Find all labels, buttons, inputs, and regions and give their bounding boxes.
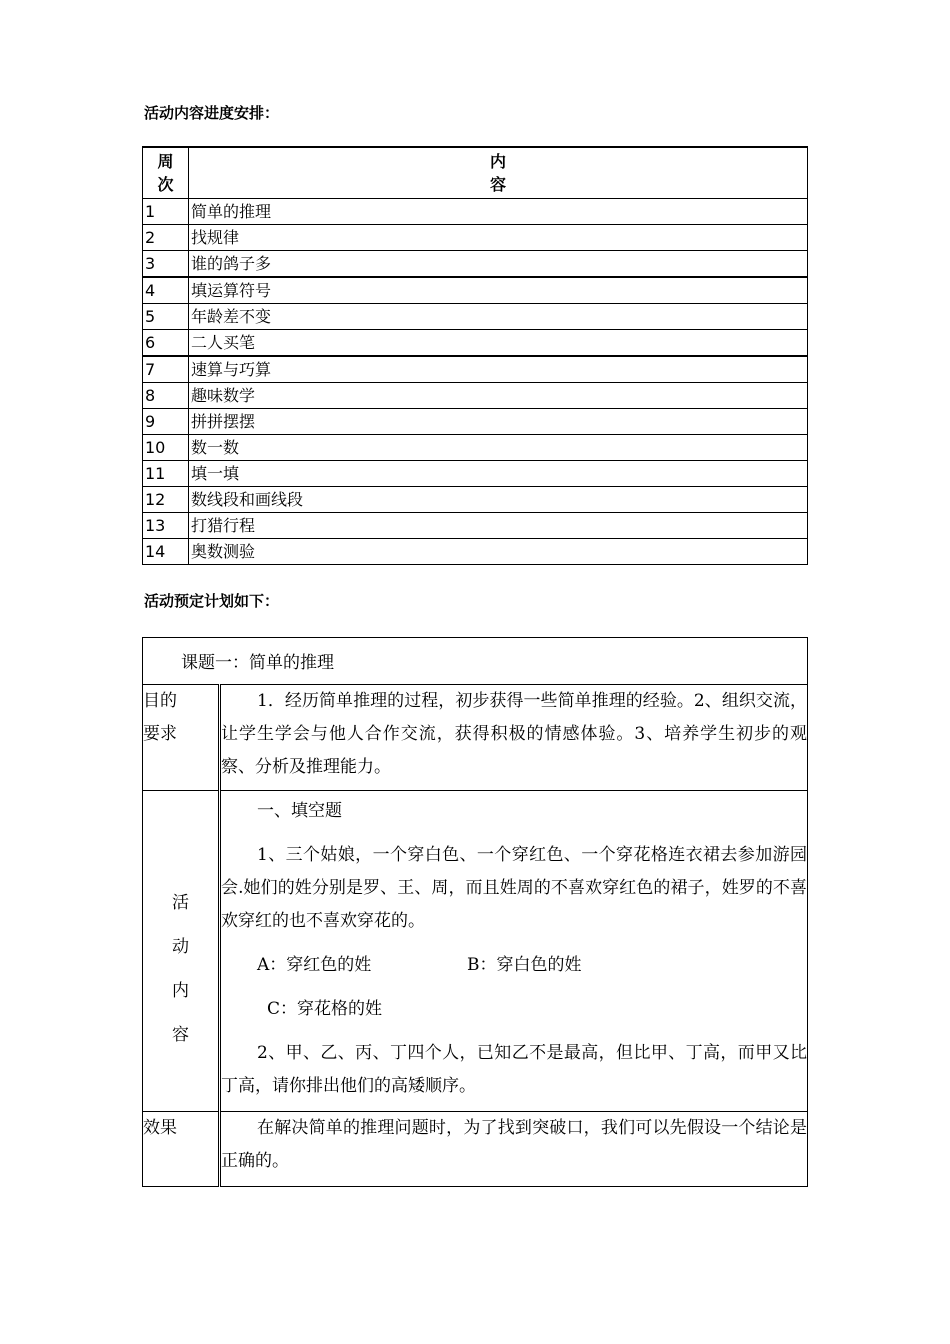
- topic-row: [143, 638, 808, 685]
- week-number: 6: [143, 330, 189, 357]
- effect-text-cell: [220, 1112, 808, 1187]
- activity-content-cell: [220, 791, 808, 1112]
- schedule-row: [143, 277, 808, 304]
- activity-heading: 一、填空题: [257, 801, 342, 821]
- schedule-row: [143, 513, 808, 539]
- header-content-line1: 内: [489, 152, 506, 171]
- goal-row: [143, 685, 808, 791]
- header-content-line2: 容: [489, 175, 506, 194]
- option-a: A：穿红色的姓: [257, 955, 372, 975]
- schedule-row: [143, 356, 808, 383]
- week-number: 4: [143, 277, 189, 304]
- schedule-row: [143, 539, 808, 565]
- activity-label: [143, 791, 220, 1112]
- week-number: 2: [143, 225, 189, 251]
- plan-table: [142, 637, 808, 1187]
- week-number: 14: [143, 539, 189, 565]
- topic-cell: [143, 638, 808, 685]
- goal-label-line1: 目的: [143, 691, 177, 711]
- effect-text: 在解决简单的推理问题时，为了找到突破口，我们可以先假设一个结论是正确的。: [221, 1118, 807, 1171]
- option-b: B：穿白色的姓: [467, 955, 582, 975]
- header-week-line2: 次: [157, 175, 174, 194]
- header-week: [143, 147, 189, 199]
- plan-section-title: 活动预定计划如下：: [144, 592, 280, 610]
- week-content: 年龄差不变: [189, 304, 808, 330]
- schedule-row: [143, 487, 808, 513]
- schedule-section-title: 活动内容进度安排：: [144, 104, 280, 122]
- schedule-header-row: [143, 147, 808, 199]
- week-number: 3: [143, 251, 189, 278]
- week-number: 13: [143, 513, 189, 539]
- week-content: 趣味数学: [189, 383, 808, 409]
- week-content: 打猎行程: [189, 513, 808, 539]
- activity-label-char: 容: [172, 1025, 189, 1045]
- topic-title: 课题一：简单的推理: [181, 653, 334, 673]
- header-content: [189, 147, 808, 199]
- week-content: 奥数测验: [189, 539, 808, 565]
- week-number: 1: [143, 199, 189, 225]
- schedule-row: [143, 304, 808, 330]
- week-content: 填一填: [189, 461, 808, 487]
- week-content: 二人买笔: [189, 330, 808, 357]
- question-1: 1、三个姑娘，一个穿白色、一个穿红色、一个穿花格连衣裙去参加游园会.她们的姓分别是罗、王、周，而且姓周的不喜欢穿红色的裙子，姓罗的不喜欢穿红的也不喜欢穿花的。: [221, 845, 807, 931]
- week-content: 数一数: [189, 435, 808, 461]
- question-1-option-c-line: [221, 993, 807, 1026]
- goal-label-line2: 要求: [143, 724, 177, 744]
- week-content: 拼拼摆摆: [189, 409, 808, 435]
- option-c: C：穿花格的姓: [267, 999, 383, 1019]
- week-content: 数线段和画线段: [189, 487, 808, 513]
- week-number: 5: [143, 304, 189, 330]
- schedule-row: [143, 383, 808, 409]
- week-content: 简单的推理: [189, 199, 808, 225]
- schedule-table: [142, 146, 808, 565]
- goal-text-cell: [220, 685, 808, 791]
- week-content: 速算与巧算: [189, 356, 808, 383]
- schedule-row: [143, 461, 808, 487]
- week-content: 找规律: [189, 225, 808, 251]
- week-number: 12: [143, 487, 189, 513]
- header-week-line1: 周: [157, 152, 174, 171]
- schedule-row: [143, 225, 808, 251]
- week-number: 9: [143, 409, 189, 435]
- week-number: 8: [143, 383, 189, 409]
- question-2: 2、甲、乙、丙、丁四个人，已知乙不是最高，但比甲、丁高，而甲又比丁高，请你排出他们的高矮顺序。: [221, 1043, 807, 1096]
- week-number: 7: [143, 356, 189, 383]
- activity-label-char: 动: [172, 937, 189, 957]
- question-1-options: [221, 949, 807, 982]
- activity-label-char: 活: [172, 893, 189, 913]
- week-number: 11: [143, 461, 189, 487]
- goal-text: 1．经历简单推理的过程，初步获得一些简单推理的经验。2、组织交流，让学生学会与他人合作交流，获得积极的情感体验。3、培养学生初步的观察、分析及推理能力。: [221, 691, 807, 777]
- schedule-row: [143, 330, 808, 357]
- goal-label: [143, 685, 220, 791]
- schedule-row: [143, 251, 808, 278]
- week-number: 10: [143, 435, 189, 461]
- effect-row: [143, 1112, 808, 1187]
- activity-row: [143, 791, 808, 1112]
- effect-label: 效果: [143, 1112, 220, 1187]
- activity-label-char: 内: [172, 981, 189, 1001]
- week-content: 谁的鸽子多: [189, 251, 808, 278]
- schedule-row: [143, 435, 808, 461]
- week-content: 填运算符号: [189, 277, 808, 304]
- schedule-row: [143, 199, 808, 225]
- schedule-row: [143, 409, 808, 435]
